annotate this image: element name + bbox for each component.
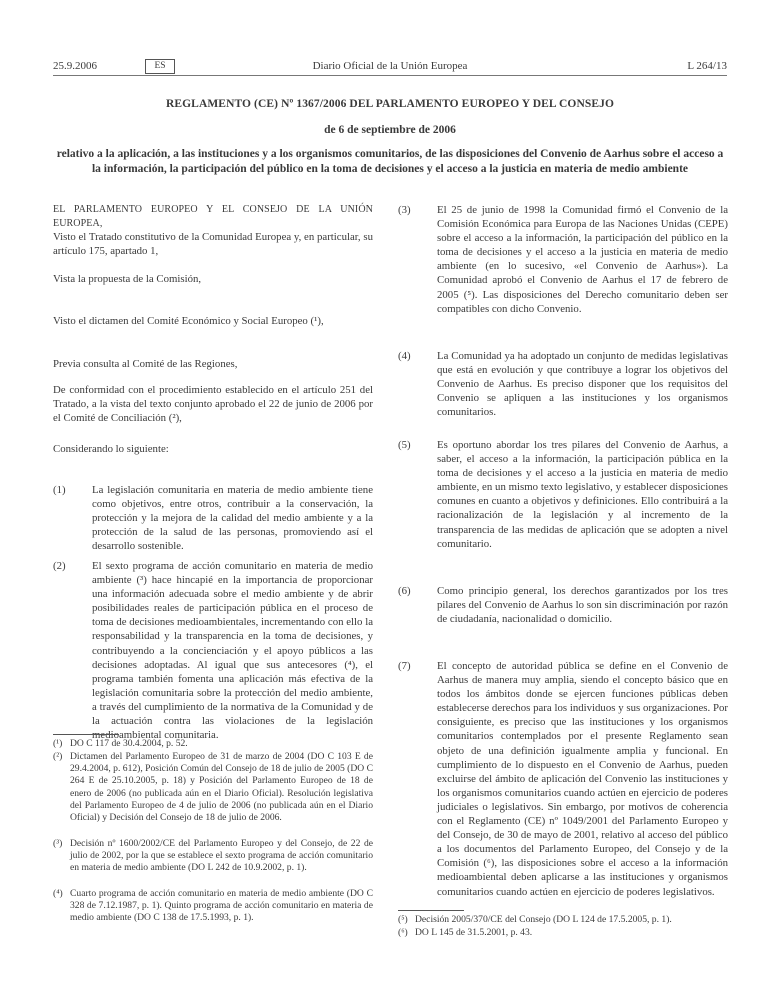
recital-text: La legislación comunitaria en materia de medio ambiente tiene como objetivos, entre otros, contribuir a la conservación, la protección y la mejora de la calidad del medio ambiente y a la protección de la salud de las personas, promoviendo así el desarrollo sostenible. <box>92 484 373 553</box>
regulation-date: de 6 de septiembre de 2006 <box>324 124 456 136</box>
footnote-number: (⁴) <box>53 888 63 899</box>
language-badge: ES <box>145 59 175 74</box>
footnote-text: DO L 145 de 31.5.2001, p. 43. <box>415 927 533 938</box>
publication-date: 25.9.2006 <box>53 60 97 72</box>
recital-text: El sexto programa de acción comunitario en materia de medio ambiente (³) hace hincapié en la importancia de proporcionar una información adecuada sobre el medio ambiente y de abrir posibilidades reales de participación pública en el proceso de toma de decisiones medioambientales, incrementando con ello la responsabilidad y la transparencia en la toma de decisiones, y contribuyendo a la concienciación y el apoyo públicos a las decisiones adoptadas. Al igual que sus antecesores (⁴), el programa también fomenta una aplicación más efectiva de la legislación comunitaria sobre la protección del medio ambiente, a través del cumplimiento de la normativa de la Comunidad y de la actuación contra las violaciones de la legislación medioambiental comunitaria. <box>92 560 373 742</box>
recital-number: (6) <box>398 585 411 597</box>
recital-number: (2) <box>53 560 66 572</box>
footnote-number: (⁶) <box>398 927 408 938</box>
citation-proposal: Vista la propuesta de la Comisión, <box>53 273 202 285</box>
page-reference: L 264/13 <box>687 60 727 72</box>
footnote-divider <box>53 734 119 735</box>
footnote-text: Decisión 2005/370/CE del Consejo (DO L 124 de 17.5.2005, p. 1). <box>415 914 672 925</box>
footnote-number: (²) <box>53 751 63 762</box>
footnote-text: Decisión nº 1600/2002/CE del Parlamento Europeo y del Consejo, de 22 de julio de 2002, por la que se establece el sexto programa de acción comunitario en materia de medio ambiente (DO L 242 de 10.9.2002, p. 1). <box>70 838 373 874</box>
recital-text: La Comunidad ya ha adoptado un conjunto de medidas legislativas que está en evolución y que contribuye a lograr los objetivos del Convenio de Aarhus. Es preciso disponer que los requisitos del Convenio se apliquen a las instituciones y los organismos comunitarios. <box>437 350 728 419</box>
recital-number: (5) <box>398 439 411 451</box>
whereas-intro: Considerando lo siguiente: <box>53 443 169 455</box>
journal-title: Diario Oficial de la Unión Europea <box>312 60 468 72</box>
footnote-text: Cuarto programa de acción comunitario en materia de medio ambiente (DO C 328 de 7.12.1987, p. 1). Quinto programa de acción comunitario en materia de medio ambiente (DO C 138 de 17.5.1993, p. 1). <box>70 888 373 924</box>
footnote-text: Dictamen del Parlamento Europeo de 31 de marzo de 2004 (DO C 103 E de 29.4.2004, p. 612), Posición Común del Consejo de 18 de julio de 2005 (DO C 264 E de 25.10.2005, p. 18) y Posición del Parlamento Europeo de 18 de enero de 2006 (no publicada aún en el Diario Oficial). Resolución legislativa del Parlamento Europeo de 4 de julio de 2006 (no publicada aún en el Diario Oficial) y Decisión del Consejo de 18 de julio de 2006. <box>70 751 373 824</box>
recital-number: (3) <box>398 204 411 216</box>
recital-text: Como principio general, los derechos garantizados por los tres pilares del Convenio de Aarhus lo son sin discriminación por razón de ciudadanía, nacionalidad o domicilio. <box>437 585 728 626</box>
recital-text: El 25 de junio de 1998 la Comunidad firmó el Convenio de la Comisión Económica para Europa de las Naciones Unidas (CEPE) sobre el acceso a la información, la participación del público en la toma de decisiones y el acceso a la justicia en materia de medio ambiente (en lo sucesivo, «el Convenio de Aarhus»). La Comunidad aprobó el Convenio de Aarhus el 17 de febrero de 2005 (⁵). Las disposiciones del Derecho comunitario deben ser compatibles con dicho Convenio. <box>437 204 728 315</box>
footnote-number: (¹) <box>53 738 63 749</box>
footnote-number: (⁵) <box>398 914 408 925</box>
citation-procedure: De conformidad con el procedimiento establecido en el artículo 251 del Tratado, a la vista del texto conjunto aprobado el 22 de junio de 2006 por el Comité de Conciliación (²), <box>53 384 373 425</box>
header-divider <box>53 75 727 76</box>
regulation-title: REGLAMENTO (CE) Nº 1367/2006 DEL PARLAMENTO EUROPEO Y DEL CONSEJO <box>165 98 615 110</box>
citation-treaty: Visto el Tratado constitutivo de la Comunidad Europea y, en particular, su artículo 175, apartado 1, <box>53 231 373 258</box>
recital-text: El concepto de autoridad pública se define en el Convenio de Aarhus de manera muy amplia, siendo el concepto básico que en todos los ámbitos donde se ejercen funciones públicas deben establecerse derechos para los individuos y sus organizaciones. Por consiguiente, es preciso que las instituciones y los organismos comunitarios contemplados por el presente Reglamento sean objeto de una definición igualmente amplia y funcional. En cumplimiento de lo dispuesto en el Convenio de Aarhus, pueden excluirse del ámbito de aplicación del Convenio las instituciones y los organismos comunitarios cuando actúen en ejercicio de poderes judiciales o legislativos. Sin embargo, por motivos de coherencia con el Reglamento (CE) nº 1049/2001 del Parlamento Europeo y del Consejo, de 30 de mayo de 2001, relativo al acceso del público a los documentos del Parlamento Europeo, del Consejo y de la Comisión (⁶), las disposiciones sobre el acceso a la información medioambiental deben aplicarse a las instituciones y organismos comunitarios cuando actúen en ejercicio de poderes legislativos. <box>437 660 728 898</box>
recital-number: (7) <box>398 660 411 672</box>
enacting-parties: EL PARLAMENTO EUROPEO Y EL CONSEJO DE LA UNIÓN EUROPEA, <box>53 204 373 230</box>
citation-ecosoc: Visto el dictamen del Comité Económico y Social Europeo (¹), <box>53 315 324 327</box>
citation-regions: Previa consulta al Comité de las Regiones, <box>53 358 238 370</box>
regulation-subtitle: relativo a la aplicación, a las instituciones y a los organismos comunitarios, de las disposiciones del Convenio de Aarhus sobre el acceso a la información, la participación del público en la toma de decisiones y el acceso a la justicia en materia de medio ambiente <box>56 148 724 175</box>
recital-number: (1) <box>53 484 66 496</box>
page-header <box>53 57 727 75</box>
footnote-divider <box>398 910 464 911</box>
footnote-number: (³) <box>53 838 63 849</box>
recital-text: Es oportuno abordar los tres pilares del Convenio de Aarhus, a saber, el acceso a la información, la participación pública en la toma de decisiones y el acceso a la justicia en materia de medio ambiente, en un mismo texto legislativo, y establecer disposiciones comunes en cuanto a objetivos y definiciones. Ello contribuirá a la racionalización de la legislación y al incremento de la transparencia de las medidas de aplicación que se adopten a nivel comunitario. <box>437 439 728 550</box>
recital-number: (4) <box>398 350 411 362</box>
footnote-text: DO C 117 de 30.4.2004, p. 52. <box>70 738 188 749</box>
